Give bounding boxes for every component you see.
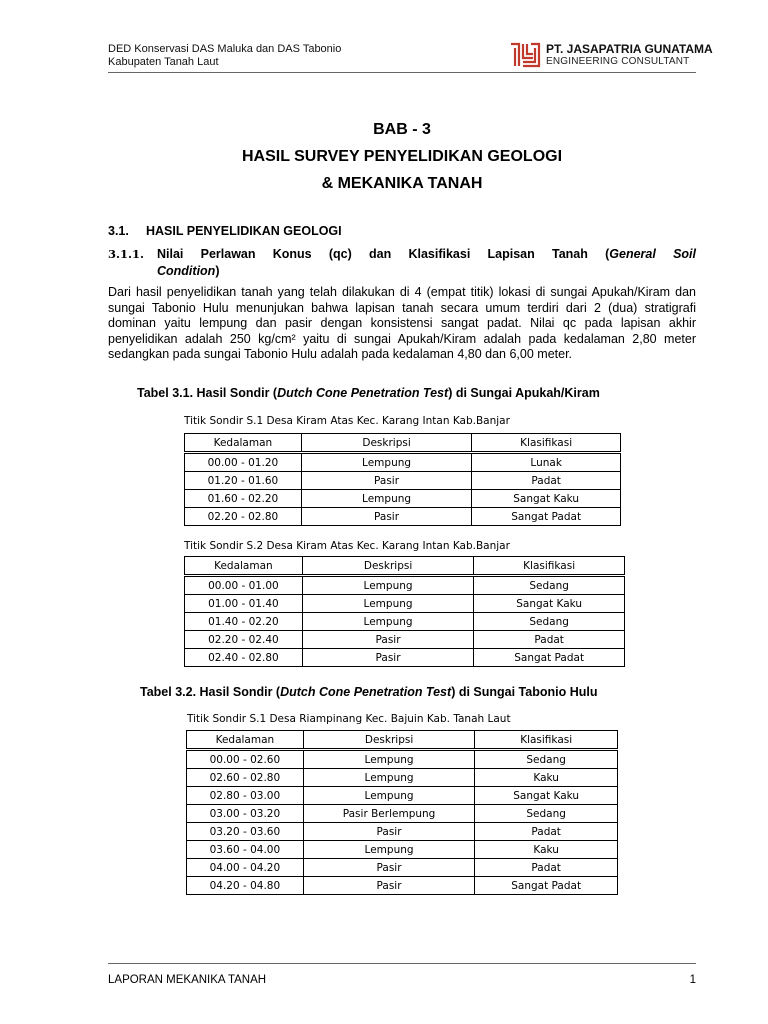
depth-cell: 01.40 - 02.20 (185, 613, 303, 631)
caption-suffix: ) di Sungai Tabonio Hulu (451, 685, 598, 699)
classification-cell: Padat (472, 472, 621, 490)
col-header-depth: Kedalaman (185, 557, 303, 576)
table-row (185, 576, 625, 595)
chapter-title-line2: & MEKANIKA TANAH (321, 175, 483, 192)
footer-label: LAPORAN MEKANIKA TANAH (108, 974, 267, 986)
subsection-title-italic: General Soil (609, 247, 696, 261)
classification-cell: Sedang (475, 805, 618, 823)
document-header-project (108, 43, 341, 69)
chapter-number: BAB - 3 (373, 121, 431, 138)
table-row (187, 841, 618, 859)
sondir-table-2 (184, 556, 625, 667)
subsection-title-line1 (157, 246, 696, 263)
description-cell: Lempung (303, 787, 475, 805)
company-logo-icon (509, 42, 541, 68)
col-header-classification: Klasifikasi (474, 557, 625, 576)
table-row (187, 787, 618, 805)
description-cell: Pasir (303, 859, 475, 877)
caption-italic: Dutch Cone Penetration Test (277, 386, 449, 400)
table-3-2-caption (140, 685, 597, 699)
depth-cell: 02.20 - 02.80 (185, 508, 302, 526)
company-tagline: ENGINEERING CONSULTANT (546, 56, 690, 67)
company-block (509, 42, 713, 68)
classification-cell: Padat (475, 859, 618, 877)
description-cell: Pasir (302, 631, 474, 649)
subsection-title-italic-2: Condition (157, 264, 216, 278)
section-number: 3.1. (108, 224, 129, 238)
depth-cell: 01.00 - 01.40 (185, 595, 303, 613)
description-cell: Lempung (303, 841, 475, 859)
classification-cell: Kaku (475, 841, 618, 859)
caption-suffix: ) di Sungai Apukah/Kiram (448, 386, 600, 400)
classification-cell: Sedang (474, 576, 625, 595)
depth-cell: 01.20 - 01.60 (185, 472, 302, 490)
classification-cell: Sedang (474, 613, 625, 631)
description-cell: Pasir (303, 823, 475, 841)
table-row (187, 823, 618, 841)
body-paragraph: Dari hasil penyelidikan tanah yang telah dilakukan di 4 (empat titik) lokasi di sungai Apukah/Kiram dan sungai Tabonio Hulu menunjukan bahwa lapisan tanah secara umum terdiri dari 2 (dua) stratigrafi dominan yaitu lempung dan pasir dengan konsistensi sangat padat. Nilai qc pada lapisan akhir penyelidikan adalah 250 kg/cm² yaitu di sungai Apukah/Kiram adalah pada kedalaman 2,80 meter sedangkan pada sungai Tabonio Hulu adalah pada kedalaman 4,80 dan 6,00 meter. (108, 285, 696, 361)
table-row (185, 613, 625, 631)
classification-cell: Sangat Padat (474, 649, 625, 667)
table-row (185, 508, 621, 526)
subsection-title-close: ) (215, 264, 220, 278)
depth-cell: 02.60 - 02.80 (187, 769, 304, 787)
table-row (187, 805, 618, 823)
description-cell: Lempung (301, 453, 472, 472)
col-header-classification: Klasifikasi (475, 731, 618, 750)
description-cell: Pasir (303, 877, 475, 895)
page-number: 1 (689, 974, 696, 986)
depth-cell: 00.00 - 02.60 (187, 750, 304, 769)
depth-cell: 01.60 - 02.20 (185, 490, 302, 508)
depth-cell: 00.00 - 01.00 (185, 576, 303, 595)
footer-rule (108, 963, 696, 964)
project-name: DED Konservasi DAS Maluka dan DAS Tabonio (108, 43, 342, 55)
description-cell: Lempung (301, 490, 472, 508)
col-header-depth: Kedalaman (187, 731, 304, 750)
header-rule (108, 72, 696, 73)
classification-cell: Sangat Padat (475, 877, 618, 895)
chapter-title-line1: HASIL SURVEY PENYELIDIKAN GEOLOGI (241, 148, 563, 165)
depth-cell: 03.00 - 03.20 (187, 805, 304, 823)
section-title: HASIL PENYELIDIKAN GEOLOGI (146, 224, 342, 238)
description-cell: Lempung (303, 750, 475, 769)
table-row (185, 595, 625, 613)
subsection-title-text: Nilai Perlawan Konus (qc) dan Klasifikasi Lapisan Tanah ( (157, 247, 610, 261)
depth-cell: 02.80 - 03.00 (187, 787, 304, 805)
table-row (185, 490, 621, 508)
table-3-subtitle: Titik Sondir S.1 Desa Riampinang Kec. Bajuin Kab. Tanah Laut (187, 713, 511, 725)
col-header-depth: Kedalaman (185, 434, 302, 453)
table-row (185, 472, 621, 490)
project-location: Kabupaten Tanah Laut (108, 56, 219, 68)
depth-cell: 04.00 - 04.20 (187, 859, 304, 877)
subsection-heading (108, 246, 696, 280)
table-row (185, 453, 621, 472)
table-row (187, 769, 618, 787)
sondir-table-3 (186, 730, 618, 895)
table-2-subtitle: Titik Sondir S.2 Desa Kiram Atas Kec. Karang Intan Kab.Banjar (184, 540, 510, 552)
col-header-description: Deskripsi (303, 731, 475, 750)
depth-cell: 04.20 - 04.80 (187, 877, 304, 895)
classification-cell: Sangat Kaku (475, 787, 618, 805)
caption-prefix: Tabel 3.1. Hasil Sondir ( (137, 386, 278, 400)
classification-cell: Sangat Kaku (472, 490, 621, 508)
classification-cell: Lunak (472, 453, 621, 472)
description-cell: Lempung (302, 613, 474, 631)
description-cell: Pasir (301, 508, 472, 526)
depth-cell: 02.40 - 02.80 (185, 649, 303, 667)
classification-cell: Kaku (475, 769, 618, 787)
caption-prefix: Tabel 3.2. Hasil Sondir ( (140, 685, 281, 699)
table-row (187, 750, 618, 769)
description-cell: Pasir (301, 472, 472, 490)
description-cell: Lempung (302, 576, 474, 595)
table-row (187, 859, 618, 877)
table-3-1-caption (137, 386, 600, 400)
company-name: PT. JASAPATRIA GUNATAMA (546, 42, 713, 56)
section-heading (108, 224, 342, 238)
table-row (187, 877, 618, 895)
classification-cell: Padat (474, 631, 625, 649)
description-cell: Lempung (303, 769, 475, 787)
document-footer (108, 974, 696, 986)
depth-cell: 02.20 - 02.40 (185, 631, 303, 649)
depth-cell: 03.60 - 04.00 (187, 841, 304, 859)
classification-cell: Sangat Kaku (474, 595, 625, 613)
table-1-subtitle: Titik Sondir S.1 Desa Kiram Atas Kec. Karang Intan Kab.Banjar (184, 415, 510, 427)
sondir-table-1 (184, 433, 621, 526)
caption-italic: Dutch Cone Penetration Test (280, 685, 452, 699)
classification-cell: Sedang (475, 750, 618, 769)
col-header-description: Deskripsi (302, 557, 474, 576)
table-row (185, 631, 625, 649)
col-header-description: Deskripsi (301, 434, 472, 453)
classification-cell: Sangat Padat (472, 508, 621, 526)
subsection-number: 3.1.1. (108, 247, 145, 261)
subsection-title-line2 (157, 263, 696, 280)
classification-cell: Padat (475, 823, 618, 841)
col-header-classification: Klasifikasi (472, 434, 621, 453)
depth-cell: 00.00 - 01.20 (185, 453, 302, 472)
description-cell: Lempung (302, 595, 474, 613)
description-cell: Pasir (302, 649, 474, 667)
table-row (185, 649, 625, 667)
description-cell: Pasir Berlempung (303, 805, 475, 823)
company-text (546, 43, 713, 67)
depth-cell: 03.20 - 03.60 (187, 823, 304, 841)
